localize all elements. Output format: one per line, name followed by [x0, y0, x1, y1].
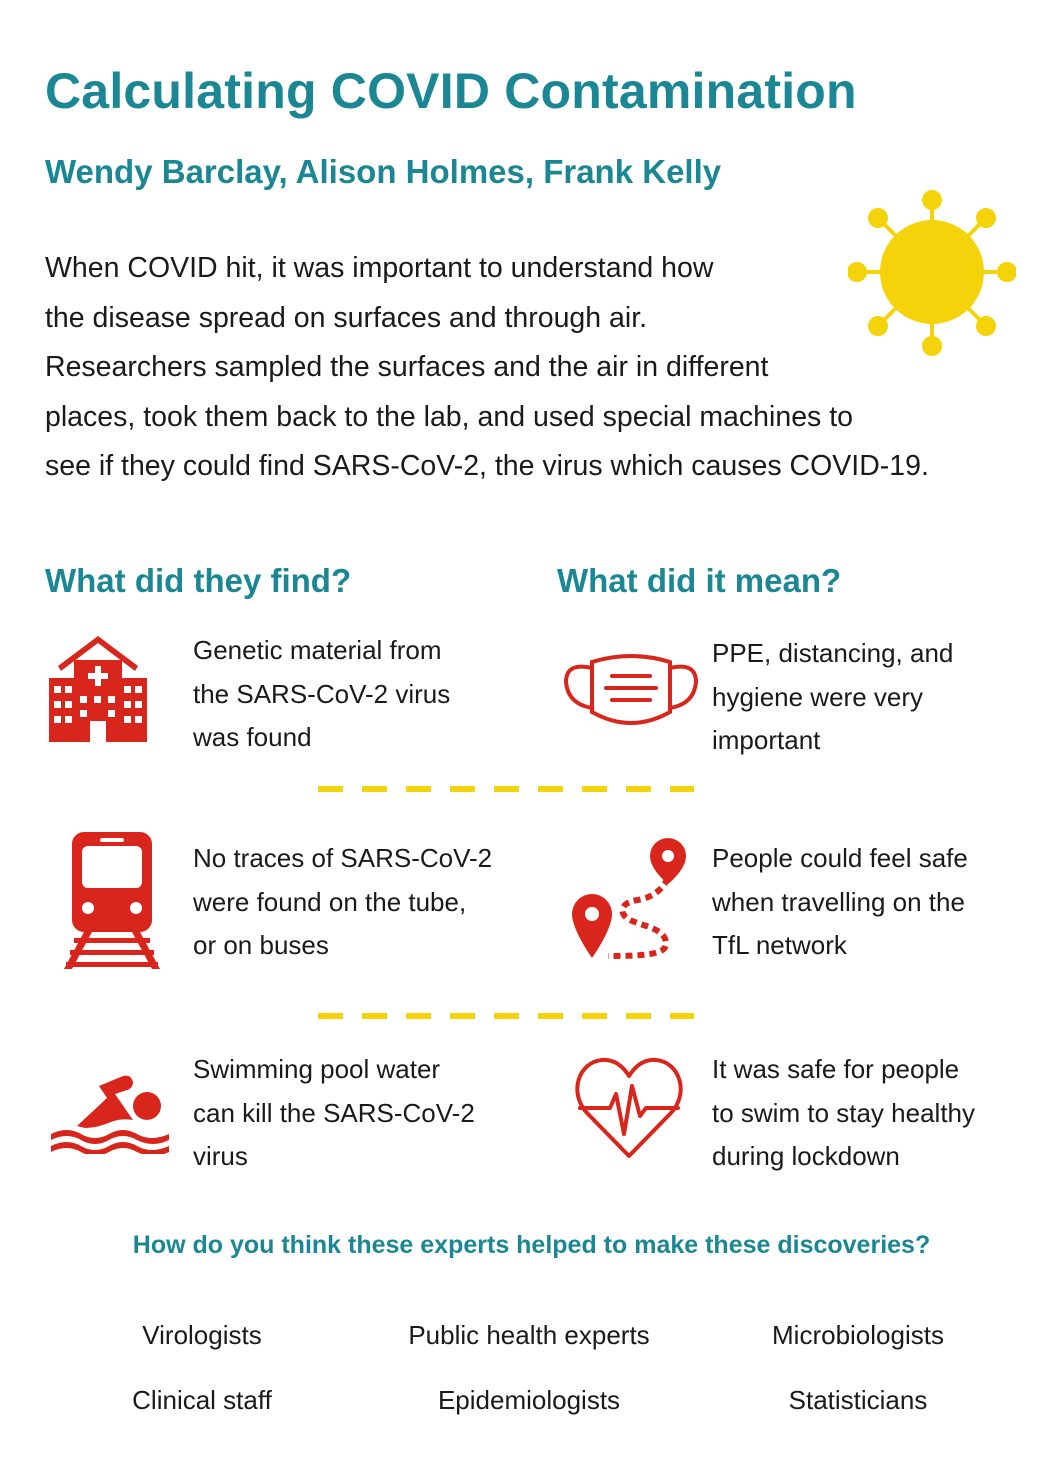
expert-label: Microbiologists — [772, 1320, 944, 1350]
page-title: Calculating COVID Contamination — [45, 63, 857, 119]
meaning-text — [712, 1048, 975, 1179]
intro-line: Researchers sampled the surfaces and the air in different — [45, 351, 769, 383]
heartbeat-icon — [574, 1056, 684, 1160]
finding-text — [193, 1048, 475, 1179]
swimmer-icon — [49, 1068, 171, 1154]
text-line: TfL network — [712, 930, 847, 960]
text-line: No traces of SARS-CoV-2 — [193, 843, 493, 873]
text-line: when travelling on the — [712, 886, 965, 917]
discussion-question: How do you think these experts helped to make these discoveries? — [132, 1231, 931, 1259]
text-line: It was safe for people — [712, 1054, 960, 1084]
text-line: to swim to stay healthy — [712, 1097, 975, 1128]
expert-label: Epidemiologists — [437, 1385, 621, 1415]
divider — [318, 786, 694, 792]
hospital-icon — [47, 636, 149, 744]
train-icon — [64, 832, 160, 970]
expert-label: Virologists — [142, 1320, 262, 1350]
text-line: were found on the tube, — [193, 886, 467, 917]
text-line: important — [712, 725, 821, 755]
text-line: People could feel safe — [712, 843, 968, 873]
intro-line: When COVID hit, it was important to understand how — [45, 252, 714, 284]
finding-text — [193, 629, 450, 760]
text-line: the SARS-CoV-2 virus — [193, 678, 451, 709]
text-line: virus — [193, 1141, 248, 1171]
expert-label: Public health experts — [408, 1320, 650, 1350]
route-pins-icon — [568, 838, 690, 960]
text-line: Genetic material from — [193, 635, 442, 665]
intro-line: places, took them back to the lab, and used special machines to — [45, 401, 853, 433]
text-line: was found — [193, 722, 312, 752]
virus-icon — [848, 190, 1016, 356]
text-line: Swimming pool water — [193, 1054, 441, 1084]
text-line: PPE, distancing, and — [712, 638, 954, 668]
face-mask-icon — [562, 652, 700, 730]
meaning-text — [712, 837, 968, 968]
intro-line: the disease spread on surfaces and through air. — [45, 302, 648, 334]
text-line: during lockdown — [712, 1141, 900, 1171]
finding-text — [193, 837, 492, 968]
divider — [318, 1013, 694, 1019]
meaning-heading: What did it mean? — [557, 562, 842, 599]
intro-line: see if they could find SARS-CoV-2, the virus which causes COVID-19. — [45, 450, 929, 482]
meaning-text — [712, 632, 953, 763]
expert-label: Clinical staff — [132, 1385, 272, 1415]
text-line: or on buses — [193, 930, 329, 960]
find-heading: What did they find? — [45, 562, 352, 599]
text-line: can kill the SARS-CoV-2 — [193, 1097, 475, 1128]
authors: Wendy Barclay, Alison Holmes, Frank Kelly — [45, 153, 722, 190]
expert-label: Statisticians — [788, 1385, 928, 1415]
text-line: hygiene were very — [712, 681, 923, 712]
